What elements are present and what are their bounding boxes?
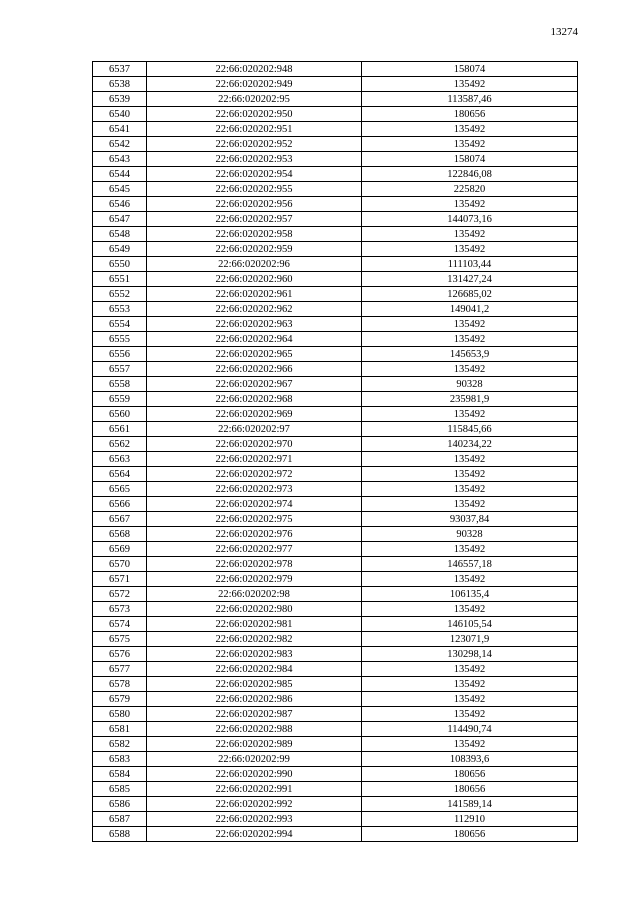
value-cell: 235981,9 xyxy=(362,392,578,407)
table-row xyxy=(93,152,578,167)
value-cell: 135492 xyxy=(362,317,578,332)
table-row xyxy=(93,527,578,542)
row-number-cell: 6546 xyxy=(93,197,147,212)
table-row xyxy=(93,77,578,92)
value-cell: 135492 xyxy=(362,242,578,257)
row-number-cell: 6567 xyxy=(93,512,147,527)
row-number-cell: 6584 xyxy=(93,767,147,782)
table-row xyxy=(93,122,578,137)
value-cell: 106135,4 xyxy=(362,587,578,602)
table-row xyxy=(93,437,578,452)
cadastral-number-cell: 22:66:020202:953 xyxy=(147,152,362,167)
row-number-cell: 6560 xyxy=(93,407,147,422)
row-number-cell: 6570 xyxy=(93,557,147,572)
value-cell: 135492 xyxy=(362,122,578,137)
value-cell: 115845,66 xyxy=(362,422,578,437)
value-cell: 112910 xyxy=(362,812,578,827)
cadastral-number-cell: 22:66:020202:95 xyxy=(147,92,362,107)
table-row xyxy=(93,62,578,77)
cadastral-number-cell: 22:66:020202:952 xyxy=(147,137,362,152)
value-cell: 225820 xyxy=(362,182,578,197)
value-cell: 135492 xyxy=(362,677,578,692)
table-row xyxy=(93,377,578,392)
value-cell: 93037,84 xyxy=(362,512,578,527)
cadastral-number-cell: 22:66:020202:957 xyxy=(147,212,362,227)
cadastral-number-cell: 22:66:020202:974 xyxy=(147,497,362,512)
cadastral-number-cell: 22:66:020202:958 xyxy=(147,227,362,242)
value-cell: 90328 xyxy=(362,377,578,392)
table-row xyxy=(93,407,578,422)
value-cell: 135492 xyxy=(362,227,578,242)
value-cell: 149041,2 xyxy=(362,302,578,317)
row-number-cell: 6537 xyxy=(93,62,147,77)
cadastral-number-cell: 22:66:020202:97 xyxy=(147,422,362,437)
cadastral-table xyxy=(92,61,578,842)
table-body xyxy=(93,62,578,842)
table-row xyxy=(93,737,578,752)
table-row xyxy=(93,287,578,302)
cadastral-number-cell: 22:66:020202:969 xyxy=(147,407,362,422)
cadastral-number-cell: 22:66:020202:989 xyxy=(147,737,362,752)
value-cell: 135492 xyxy=(362,137,578,152)
row-number-cell: 6540 xyxy=(93,107,147,122)
value-cell: 123071,9 xyxy=(362,632,578,647)
cadastral-number-cell: 22:66:020202:978 xyxy=(147,557,362,572)
value-cell: 135492 xyxy=(362,662,578,677)
cadastral-number-cell: 22:66:020202:99 xyxy=(147,752,362,767)
value-cell: 122846,08 xyxy=(362,167,578,182)
page-number: 13274 xyxy=(550,26,578,38)
cadastral-number-cell: 22:66:020202:993 xyxy=(147,812,362,827)
cadastral-number-cell: 22:66:020202:955 xyxy=(147,182,362,197)
table-row xyxy=(93,347,578,362)
value-cell: 135492 xyxy=(362,362,578,377)
value-cell: 135492 xyxy=(362,452,578,467)
cadastral-number-cell: 22:66:020202:968 xyxy=(147,392,362,407)
cadastral-number-cell: 22:66:020202:979 xyxy=(147,572,362,587)
row-number-cell: 6585 xyxy=(93,782,147,797)
table-row xyxy=(93,212,578,227)
table-row xyxy=(93,632,578,647)
value-cell: 135492 xyxy=(362,407,578,422)
row-number-cell: 6555 xyxy=(93,332,147,347)
cadastral-number-cell: 22:66:020202:96 xyxy=(147,257,362,272)
row-number-cell: 6557 xyxy=(93,362,147,377)
value-cell: 135492 xyxy=(362,77,578,92)
row-number-cell: 6542 xyxy=(93,137,147,152)
value-cell: 135492 xyxy=(362,737,578,752)
row-number-cell: 6549 xyxy=(93,242,147,257)
row-number-cell: 6553 xyxy=(93,302,147,317)
value-cell: 135492 xyxy=(362,197,578,212)
table-row xyxy=(93,497,578,512)
row-number-cell: 6564 xyxy=(93,467,147,482)
row-number-cell: 6543 xyxy=(93,152,147,167)
cadastral-number-cell: 22:66:020202:960 xyxy=(147,272,362,287)
row-number-cell: 6541 xyxy=(93,122,147,137)
table-row xyxy=(93,707,578,722)
cadastral-number-cell: 22:66:020202:972 xyxy=(147,467,362,482)
value-cell: 135492 xyxy=(362,572,578,587)
value-cell: 135492 xyxy=(362,602,578,617)
row-number-cell: 6576 xyxy=(93,647,147,662)
cadastral-number-cell: 22:66:020202:975 xyxy=(147,512,362,527)
row-number-cell: 6544 xyxy=(93,167,147,182)
cadastral-number-cell: 22:66:020202:959 xyxy=(147,242,362,257)
cadastral-number-cell: 22:66:020202:966 xyxy=(147,362,362,377)
row-number-cell: 6548 xyxy=(93,227,147,242)
table-row xyxy=(93,572,578,587)
table-row xyxy=(93,302,578,317)
table-row xyxy=(93,797,578,812)
row-number-cell: 6582 xyxy=(93,737,147,752)
cadastral-number-cell: 22:66:020202:990 xyxy=(147,767,362,782)
table-row xyxy=(93,827,578,842)
cadastral-number-cell: 22:66:020202:971 xyxy=(147,452,362,467)
cadastral-number-cell: 22:66:020202:970 xyxy=(147,437,362,452)
table-row xyxy=(93,587,578,602)
table-row xyxy=(93,422,578,437)
cadastral-number-cell: 22:66:020202:951 xyxy=(147,122,362,137)
value-cell: 158074 xyxy=(362,62,578,77)
cadastral-number-cell: 22:66:020202:987 xyxy=(147,707,362,722)
row-number-cell: 6554 xyxy=(93,317,147,332)
row-number-cell: 6580 xyxy=(93,707,147,722)
cadastral-number-cell: 22:66:020202:956 xyxy=(147,197,362,212)
cadastral-number-cell: 22:66:020202:976 xyxy=(147,527,362,542)
value-cell: 126685,02 xyxy=(362,287,578,302)
value-cell: 111103,44 xyxy=(362,257,578,272)
row-number-cell: 6579 xyxy=(93,692,147,707)
value-cell: 144073,16 xyxy=(362,212,578,227)
table-row xyxy=(93,767,578,782)
row-number-cell: 6539 xyxy=(93,92,147,107)
value-cell: 135492 xyxy=(362,497,578,512)
value-cell: 113587,46 xyxy=(362,92,578,107)
table-row xyxy=(93,362,578,377)
cadastral-number-cell: 22:66:020202:963 xyxy=(147,317,362,332)
row-number-cell: 6587 xyxy=(93,812,147,827)
row-number-cell: 6588 xyxy=(93,827,147,842)
table-row xyxy=(93,617,578,632)
row-number-cell: 6571 xyxy=(93,572,147,587)
table-row xyxy=(93,107,578,122)
value-cell: 108393,6 xyxy=(362,752,578,767)
cadastral-number-cell: 22:66:020202:965 xyxy=(147,347,362,362)
table-row xyxy=(93,197,578,212)
value-cell: 180656 xyxy=(362,107,578,122)
cadastral-number-cell: 22:66:020202:982 xyxy=(147,632,362,647)
table-row xyxy=(93,272,578,287)
table-row xyxy=(93,512,578,527)
cadastral-number-cell: 22:66:020202:986 xyxy=(147,692,362,707)
table-row xyxy=(93,677,578,692)
table-row xyxy=(93,662,578,677)
cadastral-number-cell: 22:66:020202:980 xyxy=(147,602,362,617)
row-number-cell: 6545 xyxy=(93,182,147,197)
cadastral-number-cell: 22:66:020202:994 xyxy=(147,827,362,842)
cadastral-number-cell: 22:66:020202:967 xyxy=(147,377,362,392)
cadastral-number-cell: 22:66:020202:948 xyxy=(147,62,362,77)
row-number-cell: 6559 xyxy=(93,392,147,407)
value-cell: 146105,54 xyxy=(362,617,578,632)
cadastral-number-cell: 22:66:020202:949 xyxy=(147,77,362,92)
table-row xyxy=(93,602,578,617)
cadastral-number-cell: 22:66:020202:992 xyxy=(147,797,362,812)
table-row xyxy=(93,647,578,662)
cadastral-number-cell: 22:66:020202:981 xyxy=(147,617,362,632)
cadastral-number-cell: 22:66:020202:954 xyxy=(147,167,362,182)
row-number-cell: 6550 xyxy=(93,257,147,272)
table-row xyxy=(93,812,578,827)
value-cell: 180656 xyxy=(362,782,578,797)
row-number-cell: 6575 xyxy=(93,632,147,647)
cadastral-number-cell: 22:66:020202:950 xyxy=(147,107,362,122)
value-cell: 135492 xyxy=(362,692,578,707)
value-cell: 180656 xyxy=(362,767,578,782)
table-row xyxy=(93,257,578,272)
value-cell: 130298,14 xyxy=(362,647,578,662)
row-number-cell: 6562 xyxy=(93,437,147,452)
value-cell: 90328 xyxy=(362,527,578,542)
cadastral-number-cell: 22:66:020202:988 xyxy=(147,722,362,737)
table-row xyxy=(93,227,578,242)
value-cell: 135492 xyxy=(362,482,578,497)
row-number-cell: 6568 xyxy=(93,527,147,542)
value-cell: 141589,14 xyxy=(362,797,578,812)
cadastral-number-cell: 22:66:020202:984 xyxy=(147,662,362,677)
row-number-cell: 6566 xyxy=(93,497,147,512)
table-row xyxy=(93,557,578,572)
row-number-cell: 6581 xyxy=(93,722,147,737)
row-number-cell: 6578 xyxy=(93,677,147,692)
cadastral-number-cell: 22:66:020202:977 xyxy=(147,542,362,557)
value-cell: 140234,22 xyxy=(362,437,578,452)
table-row xyxy=(93,482,578,497)
cadastral-number-cell: 22:66:020202:961 xyxy=(147,287,362,302)
value-cell: 114490,74 xyxy=(362,722,578,737)
row-number-cell: 6556 xyxy=(93,347,147,362)
row-number-cell: 6547 xyxy=(93,212,147,227)
value-cell: 146557,18 xyxy=(362,557,578,572)
table-row xyxy=(93,782,578,797)
table-row xyxy=(93,242,578,257)
row-number-cell: 6573 xyxy=(93,602,147,617)
row-number-cell: 6583 xyxy=(93,752,147,767)
value-cell: 135492 xyxy=(362,332,578,347)
table-row xyxy=(93,752,578,767)
table-row xyxy=(93,182,578,197)
table-row xyxy=(93,392,578,407)
cadastral-number-cell: 22:66:020202:962 xyxy=(147,302,362,317)
row-number-cell: 6586 xyxy=(93,797,147,812)
cadastral-number-cell: 22:66:020202:991 xyxy=(147,782,362,797)
row-number-cell: 6561 xyxy=(93,422,147,437)
row-number-cell: 6563 xyxy=(93,452,147,467)
table-row xyxy=(93,452,578,467)
cadastral-number-cell: 22:66:020202:985 xyxy=(147,677,362,692)
table-row xyxy=(93,92,578,107)
value-cell: 135492 xyxy=(362,542,578,557)
cadastral-number-cell: 22:66:020202:964 xyxy=(147,332,362,347)
row-number-cell: 6558 xyxy=(93,377,147,392)
row-number-cell: 6551 xyxy=(93,272,147,287)
cadastral-number-cell: 22:66:020202:98 xyxy=(147,587,362,602)
value-cell: 145653,9 xyxy=(362,347,578,362)
table-row xyxy=(93,542,578,557)
row-number-cell: 6574 xyxy=(93,617,147,632)
row-number-cell: 6577 xyxy=(93,662,147,677)
table-row xyxy=(93,467,578,482)
row-number-cell: 6572 xyxy=(93,587,147,602)
cadastral-number-cell: 22:66:020202:983 xyxy=(147,647,362,662)
value-cell: 131427,24 xyxy=(362,272,578,287)
value-cell: 135492 xyxy=(362,707,578,722)
row-number-cell: 6538 xyxy=(93,77,147,92)
row-number-cell: 6569 xyxy=(93,542,147,557)
value-cell: 158074 xyxy=(362,152,578,167)
table-row xyxy=(93,317,578,332)
value-cell: 135492 xyxy=(362,467,578,482)
cadastral-number-cell: 22:66:020202:973 xyxy=(147,482,362,497)
table-row xyxy=(93,332,578,347)
table-row xyxy=(93,692,578,707)
row-number-cell: 6565 xyxy=(93,482,147,497)
row-number-cell: 6552 xyxy=(93,287,147,302)
table-row xyxy=(93,722,578,737)
value-cell: 180656 xyxy=(362,827,578,842)
table-row xyxy=(93,137,578,152)
table-row xyxy=(93,167,578,182)
